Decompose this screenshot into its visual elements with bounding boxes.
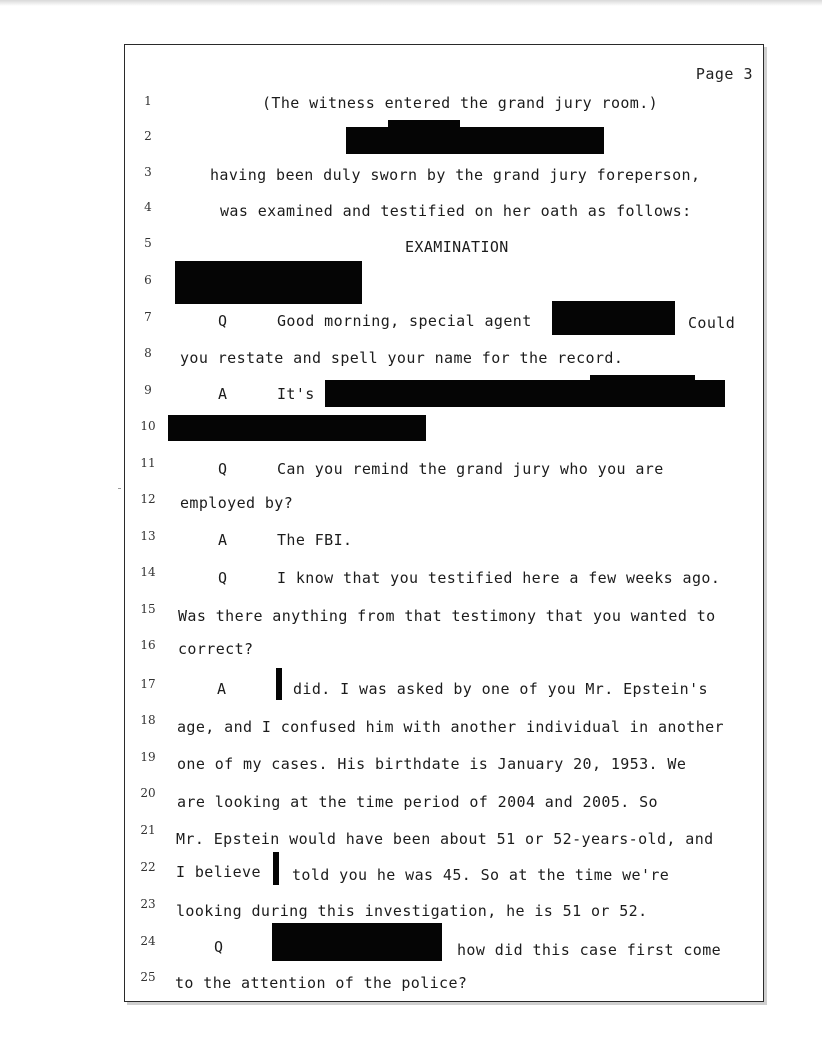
page-number: Page 3 [695,65,753,83]
line-number: 25 [140,970,156,984]
line-number: 8 [144,346,152,360]
speaker-label: Q [214,938,224,956]
section-heading: EXAMINATION [405,238,509,256]
redaction-block [273,852,279,885]
line-number: 10 [140,419,156,433]
transcript-line: Good morning, special agent [277,312,532,330]
transcript-line: The FBI. [277,531,353,549]
line-number: 23 [140,897,156,911]
transcript-line: are looking at the time period of 2004 and 2005. So [177,793,658,811]
redaction-block [276,668,282,700]
scan-edge [0,0,822,6]
transcript-line: Could [688,314,736,332]
transcript-line: I believe [176,863,261,881]
transcript-line: It's [277,385,315,403]
redaction-block [168,415,426,441]
transcript-line: one of my cases. His birthdate is January 20, 1953. We [177,755,687,773]
speaker-label: Q [218,312,228,330]
line-number: 6 [144,273,152,287]
transcript-line: Can you remind the grand jury who you are [277,460,664,478]
line-number: 9 [144,383,152,397]
transcript-line: correct? [178,640,254,658]
transcript-line: told you he was 45. So at the time we're [292,866,670,884]
speaker-label: A [218,531,228,549]
line-number: 21 [140,823,156,837]
transcript-line: employed by? [180,494,294,512]
transcript-line: looking during this investigation, he is 51 or 52. [176,902,648,920]
transcript-line: Mr. Epstein would have been about 51 or 52-years-old, and [176,830,714,848]
line-number: 1 [144,94,152,108]
transcript-line: (The witness entered the grand jury room.) [262,94,659,112]
line-number: 5 [144,236,152,250]
line-number: 2 [144,129,152,143]
transcript-page [124,44,764,1002]
line-number: 17 [140,677,156,691]
line-number: 4 [144,200,152,214]
line-number: 19 [140,750,156,764]
redaction-block [175,261,362,304]
redaction-block [388,120,460,130]
line-number: 20 [140,786,156,800]
line-number: 18 [140,713,156,727]
line-number: 24 [140,934,156,948]
transcript-line: to the attention of the police? [175,974,468,992]
redaction-block [552,301,675,335]
speaker-label: Q [218,460,228,478]
line-number: 15 [140,602,156,616]
redaction-block [272,923,442,961]
line-number: 12 [140,492,156,506]
transcript-line: you restate and spell your name for the record. [180,349,624,367]
line-number: 22 [140,860,156,874]
redaction-block [325,380,725,407]
speaker-label: A [217,680,227,698]
scan-speck [118,488,121,489]
line-number: 13 [140,529,156,543]
redaction-block [346,127,604,154]
transcript-line: was examined and testified on her oath as follows: [220,202,692,220]
transcript-line: having been duly sworn by the grand jury foreperson, [210,166,701,184]
transcript-line: Was there anything from that testimony that you wanted to [178,607,716,625]
transcript-line: how did this case first come [457,941,722,959]
line-number: 11 [140,456,156,470]
line-number: 14 [140,565,156,579]
line-number: 16 [140,638,156,652]
line-number: 3 [144,165,152,179]
speaker-label: A [218,385,228,403]
transcript-line: I know that you testified here a few weeks ago. [277,569,721,587]
redaction-block [590,375,695,383]
line-number: 7 [144,310,152,324]
speaker-label: Q [218,569,228,587]
transcript-line: age, and I confused him with another individual in another [177,718,724,736]
transcript-line: did. I was asked by one of you Mr. Epstein's [293,680,708,698]
